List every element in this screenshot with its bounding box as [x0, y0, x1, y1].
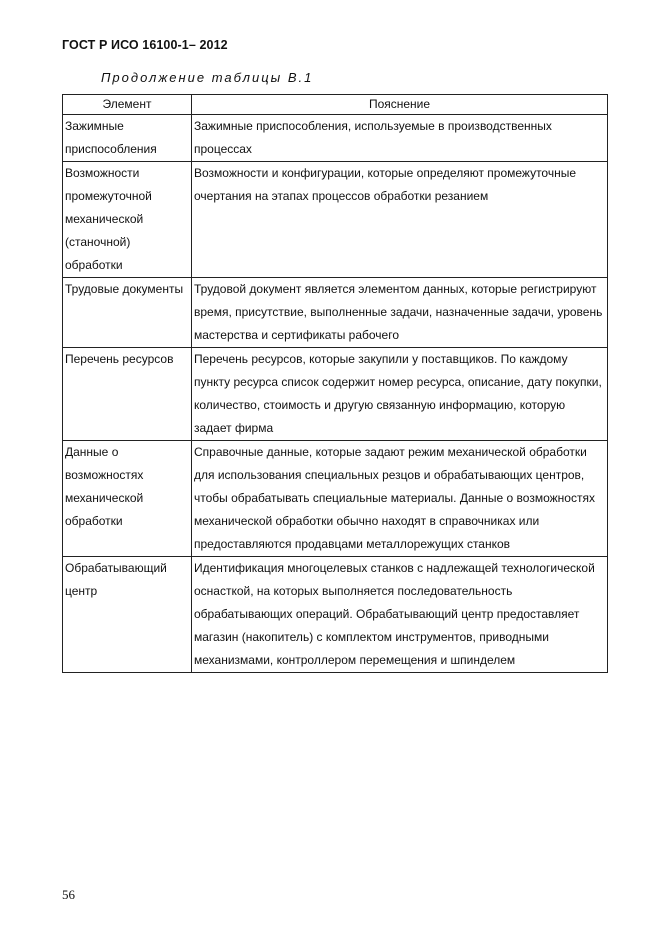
column-header-explanation: Пояснение	[192, 95, 608, 115]
table-row	[63, 348, 608, 441]
element-cell: Зажимные приспособления	[63, 115, 192, 162]
element-cell: Данные о возможностях механической обработки	[63, 441, 192, 557]
explanation-cell: Перечень ресурсов, которые закупили у поставщиков. По каждому пункту ресурса список содержит номер ресурса, описание, дату покупки, количество, стоимость и другую связанную информацию, которую задает фирма	[192, 348, 608, 441]
table-row	[63, 115, 608, 162]
table-row	[63, 162, 608, 278]
table-row	[63, 278, 608, 348]
element-cell: Трудовые документы	[63, 278, 192, 348]
definitions-table	[62, 94, 608, 673]
element-cell: Возможности промежуточной механической (станочной) обработки	[63, 162, 192, 278]
explanation-cell: Трудовой документ является элементом данных, которые регистрируют время, присутствие, выполненные задачи, назначенные задачи, уровень мастерства и сертификаты рабочего	[192, 278, 608, 348]
page-number: 56	[62, 887, 75, 902]
column-header-element: Элемент	[63, 95, 192, 115]
table-caption: Продолжение таблицы В.1	[101, 70, 314, 85]
table-row	[63, 557, 608, 673]
explanation-cell: Идентификация многоцелевых станков с надлежащей технологической оснасткой, на которых выполняется последовательность обрабатывающих операций. Обрабатывающий центр предоставляет магазин (накопитель) с комплектом инструментов, приводными механизмами, контроллером перемещения и шпинделем	[192, 557, 608, 673]
explanation-cell: Зажимные приспособления, используемые в производственных процессах	[192, 115, 608, 162]
document-header: ГОСТ Р ИСО 16100-1– 2012	[62, 38, 228, 52]
table-header-row	[63, 95, 608, 115]
explanation-cell: Справочные данные, которые задают режим механической обработки для использования специальных резцов и обрабатывающих центров, чтобы обрабатывать специальные материалы. Данные о возможностях механической обработки обычно находят в справочниках или предоставляются продавцами металлорежущих станков	[192, 441, 608, 557]
element-cell: Обрабатывающий центр	[63, 557, 192, 673]
table-row	[63, 441, 608, 557]
explanation-cell: Возможности и конфигурации, которые определяют промежуточные очертания на этапах процессов обработки резанием	[192, 162, 608, 278]
element-cell: Перечень ресурсов	[63, 348, 192, 441]
